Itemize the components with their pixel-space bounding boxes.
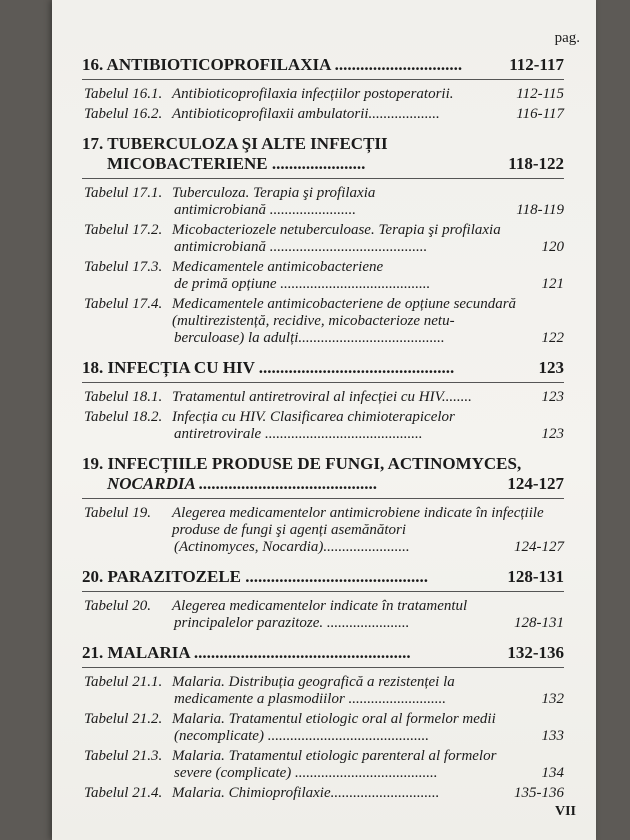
- toc-table-entry: [82, 222, 564, 256]
- chapter-title: 18. INFECȚIA CU HIV ..............................................: [82, 358, 455, 377]
- table-pages: 121: [541, 276, 564, 292]
- table-title: Antibioticoprofilaxia infecțiilor postoperatorii.: [172, 86, 454, 102]
- toc-table-entry: [82, 185, 564, 219]
- table-title-continuation: (necomplicate) ...........................................: [174, 728, 429, 744]
- table-title: Antibioticoprofilaxii ambulatorii...................: [172, 106, 440, 122]
- table-title: Tratamentul antiretroviral al infecției cu HIV........: [172, 389, 472, 405]
- chapter-title-continuation: NOCARDIA ..........................................: [107, 474, 378, 493]
- toc-table-entry: [82, 711, 564, 745]
- toc-chapter: [82, 55, 564, 123]
- chapter-heading: [82, 55, 564, 80]
- table-label: Tabelul 20.: [84, 598, 151, 614]
- chapter-table-list: [82, 383, 564, 443]
- toc-table-entry: [82, 748, 564, 782]
- table-title-continuation: principalelor parazitoze. ......................: [174, 615, 410, 631]
- table-label: Tabelul 16.1.: [84, 86, 163, 102]
- toc-table-entry: [82, 785, 564, 802]
- chapter-title: 17. TUBERCULOZA ŞI ALTE INFECȚII: [82, 134, 388, 153]
- table-label: Tabelul 21.4.: [84, 785, 163, 801]
- table-title: Malaria. Tratamentul etiologic parenteral al formelor: [172, 748, 497, 764]
- table-title-continuation: antimicrobiană ..........................................: [174, 239, 428, 255]
- chapter-title: 21. MALARIA ...................................................: [82, 643, 411, 662]
- table-label: Tabelul 17.4.: [84, 296, 163, 312]
- chapter-heading: [82, 643, 564, 668]
- chapter-pages: 123: [538, 358, 564, 377]
- table-pages: 135-136: [514, 785, 564, 801]
- table-label: Tabelul 16.2.: [84, 106, 163, 122]
- toc-chapter: [82, 567, 564, 632]
- toc-table-entry: [82, 259, 564, 293]
- table-pages: 134: [541, 765, 564, 781]
- table-title: Micobacteriozele netuberculoase. Terapia şi profilaxia: [172, 222, 501, 238]
- table-title-continuation: medicamente a plasmodiilor ..........................: [174, 691, 447, 707]
- chapter-pages: 112-117: [509, 55, 564, 74]
- table-label: Tabelul 21.2.: [84, 711, 163, 727]
- toc-table-entry: [82, 674, 564, 708]
- table-title: Malaria. Chimioprofilaxie.............................: [172, 785, 440, 801]
- toc-table-entry: [82, 409, 564, 443]
- toc-table-entry: [82, 106, 564, 123]
- toc-table-entry: [82, 296, 564, 347]
- table-label: Tabelul 21.3.: [84, 748, 163, 764]
- folio-number: VII: [554, 804, 576, 819]
- chapter-table-list: [82, 179, 564, 347]
- table-title: Infecția cu HIV. Clasificarea chimioterapicelor: [172, 409, 455, 425]
- toc-table-entry: [82, 505, 564, 556]
- table-title-continuation: de primă opțiune ........................................: [174, 276, 431, 292]
- toc-table-entry: [82, 86, 564, 103]
- table-pages: 116-117: [516, 106, 564, 122]
- page-column-label: pag.: [554, 30, 580, 46]
- toc-chapter: [82, 134, 564, 347]
- chapter-table-list: [82, 592, 564, 632]
- table-pages: 120: [541, 239, 564, 255]
- book-page: [52, 0, 596, 840]
- chapter-table-list: [82, 80, 564, 123]
- chapter-title-continuation: MICOBACTERIENE ......................: [107, 154, 366, 173]
- table-title-continuation: antimicrobiană .......................: [174, 202, 356, 218]
- table-title: Alegerea medicamentelor antimicrobiene indicate în infecțiile produse de fungi şi agenți asemănători: [172, 505, 544, 538]
- chapter-pages: 118-122: [508, 154, 564, 173]
- table-pages: 132: [541, 691, 564, 707]
- table-label: Tabelul 18.1.: [84, 389, 163, 405]
- chapter-title: 16. ANTIBIOTICOPROFILAXIA ..............................: [82, 55, 463, 74]
- chapter-table-list: [82, 499, 564, 556]
- table-pages: 124-127: [514, 539, 564, 555]
- chapter-title: 20. PARAZITOZELE ...........................................: [82, 567, 429, 586]
- table-of-contents: [82, 55, 564, 813]
- toc-chapter: [82, 454, 564, 556]
- table-label: Tabelul 17.2.: [84, 222, 163, 238]
- toc-table-entry: [82, 598, 564, 632]
- table-label: Tabelul 21.1.: [84, 674, 163, 690]
- table-pages: 128-131: [514, 615, 564, 631]
- table-title-continuation: severe (complicate) ......................................: [174, 765, 438, 781]
- chapter-heading: [82, 134, 564, 179]
- table-title: Medicamentele antimicobacteriene de opțiune secundară (multirezistență, recidive, micobacterioze netu-: [172, 296, 517, 329]
- table-label: Tabelul 17.3.: [84, 259, 163, 275]
- table-title-continuation: (Actinomyces, Nocardia).......................: [174, 539, 410, 555]
- table-title: Malaria. Tratamentul etiologic oral al formelor medii: [172, 711, 496, 727]
- table-label: Tabelul 17.1.: [84, 185, 163, 201]
- table-title: Tuberculoza. Terapia şi profilaxia: [172, 185, 376, 201]
- table-pages: 123: [541, 426, 564, 442]
- table-pages: 112-115: [516, 86, 564, 102]
- chapter-heading: [82, 454, 564, 499]
- chapter-title: 19. INFECȚIILE PRODUSE DE FUNGI, ACTINOMYCES,: [82, 454, 522, 473]
- table-title: Alegerea medicamentelor indicate în tratamentul: [172, 598, 468, 614]
- table-label: Tabelul 18.2.: [84, 409, 163, 425]
- chapter-heading: [82, 358, 564, 383]
- table-title-continuation: berculoase) la adulți.......................................: [174, 330, 445, 346]
- table-title: Malaria. Distribuția geografică a rezistenței la: [172, 674, 455, 690]
- chapter-heading: [82, 567, 564, 592]
- table-title-continuation: antiretrovirale ..........................................: [174, 426, 423, 442]
- chapter-table-list: [82, 668, 564, 802]
- chapter-pages: 124-127: [507, 474, 564, 493]
- toc-chapter: [82, 643, 564, 802]
- table-pages: 123: [541, 389, 564, 405]
- chapter-pages: 128-131: [507, 567, 564, 586]
- table-title: Medicamentele antimicobacteriene: [172, 259, 384, 275]
- table-pages: 133: [541, 728, 564, 744]
- chapter-pages: 132-136: [507, 643, 564, 662]
- table-pages: 122: [541, 330, 564, 346]
- toc-chapter: [82, 358, 564, 443]
- toc-table-entry: [82, 389, 564, 406]
- table-label: Tabelul 19.: [84, 505, 151, 521]
- table-pages: 118-119: [516, 202, 564, 218]
